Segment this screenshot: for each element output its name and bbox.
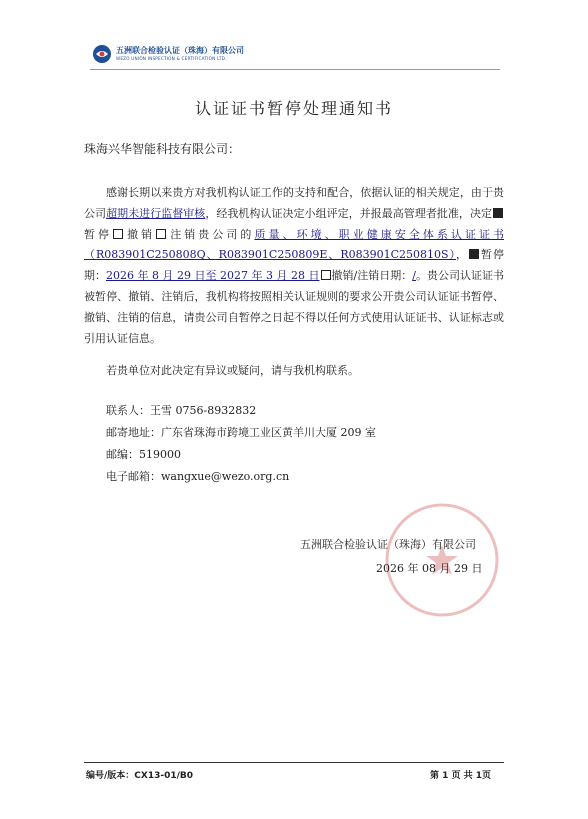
option-cancel: 注销贵公司的 [167, 227, 255, 241]
revoke-cancel-label: 撤销/注销日期： [331, 269, 413, 283]
body-text-segment: ， [456, 248, 469, 262]
company-logo-icon [92, 44, 112, 64]
issuer-name: 五洲联合检验认证（珠海）有限公司 [300, 538, 476, 551]
revoke-cancel-date: / [412, 269, 416, 283]
suspend-period-label: 暂停期： [84, 248, 505, 283]
checkbox-empty-icon [321, 270, 331, 280]
contact-person: 联系人：王雪 0756-8932832 [106, 404, 257, 417]
notice-body [84, 183, 504, 382]
issue-date: 2026 年 08 月 29 日 [376, 562, 483, 575]
checkbox-checked-icon [493, 208, 503, 218]
checkbox-checked-icon [469, 249, 479, 259]
notice-paragraph-1 [84, 183, 504, 349]
notice-paragraph-2: 若贵单位对此决定有异议或疑问，请与我机构联系。 [106, 364, 359, 378]
recipient: 珠海兴华智能科技有限公司： [84, 142, 241, 156]
document-title: 认证证书暂停处理通知书 [194, 99, 393, 118]
certificate-scope: 质量、环境、职业健康安全体系认证证书（R083901C250808Q、R083901C250809E、R083901C250810S） [84, 227, 505, 262]
org-name-en: WEZO UNION INSPECTION & CERTIFICATION LTD. [116, 56, 227, 61]
contact-postcode: 邮编：519000 [106, 448, 181, 461]
suspend-period: 2026 年 8 月 29 日至 2027 年 3 月 28 日 [106, 269, 320, 283]
org-name-cn: 五洲联合检验认证（珠海）有限公司 [116, 46, 244, 55]
page-info: 第 1 页 共 1页 [430, 771, 492, 781]
doc-code: 编号/版本：CX13-01/B0 [86, 771, 194, 781]
contact-address: 邮寄地址：广东省珠海市跨境工业区黄羊川大厦 209 室 [106, 426, 376, 439]
checkbox-empty-icon [156, 229, 166, 239]
option-revoke: 撤销 [124, 227, 156, 241]
body-text-segment: 感谢长期以来贵方对我机构认证工作的支持和配合，依据认证的相关规定，由于贵公司 [84, 186, 504, 220]
footer-divider [84, 762, 504, 763]
body-text-segment: 。贵公司认证证书被暂停、撤销、注销后，我机构将按照相关认证规则的要求公开贵公司认证证书暂停、撤销、注销的信息，请贵公司自暂停之日起不得以任何方式使用认证证书、认证标志或引用认证信息。 [84, 269, 504, 345]
contact-email: 电子邮箱：wangxue@wezo.org.cn [106, 470, 290, 483]
checkbox-empty-icon [113, 229, 123, 239]
header-divider [90, 69, 500, 70]
option-suspend: 暂停 [84, 227, 113, 241]
body-text-segment: ，经我机构认证决定小组评定，并报最高管理者批准，决定 [205, 206, 493, 220]
suspension-reason: 超期未进行监督审核 [106, 206, 206, 220]
